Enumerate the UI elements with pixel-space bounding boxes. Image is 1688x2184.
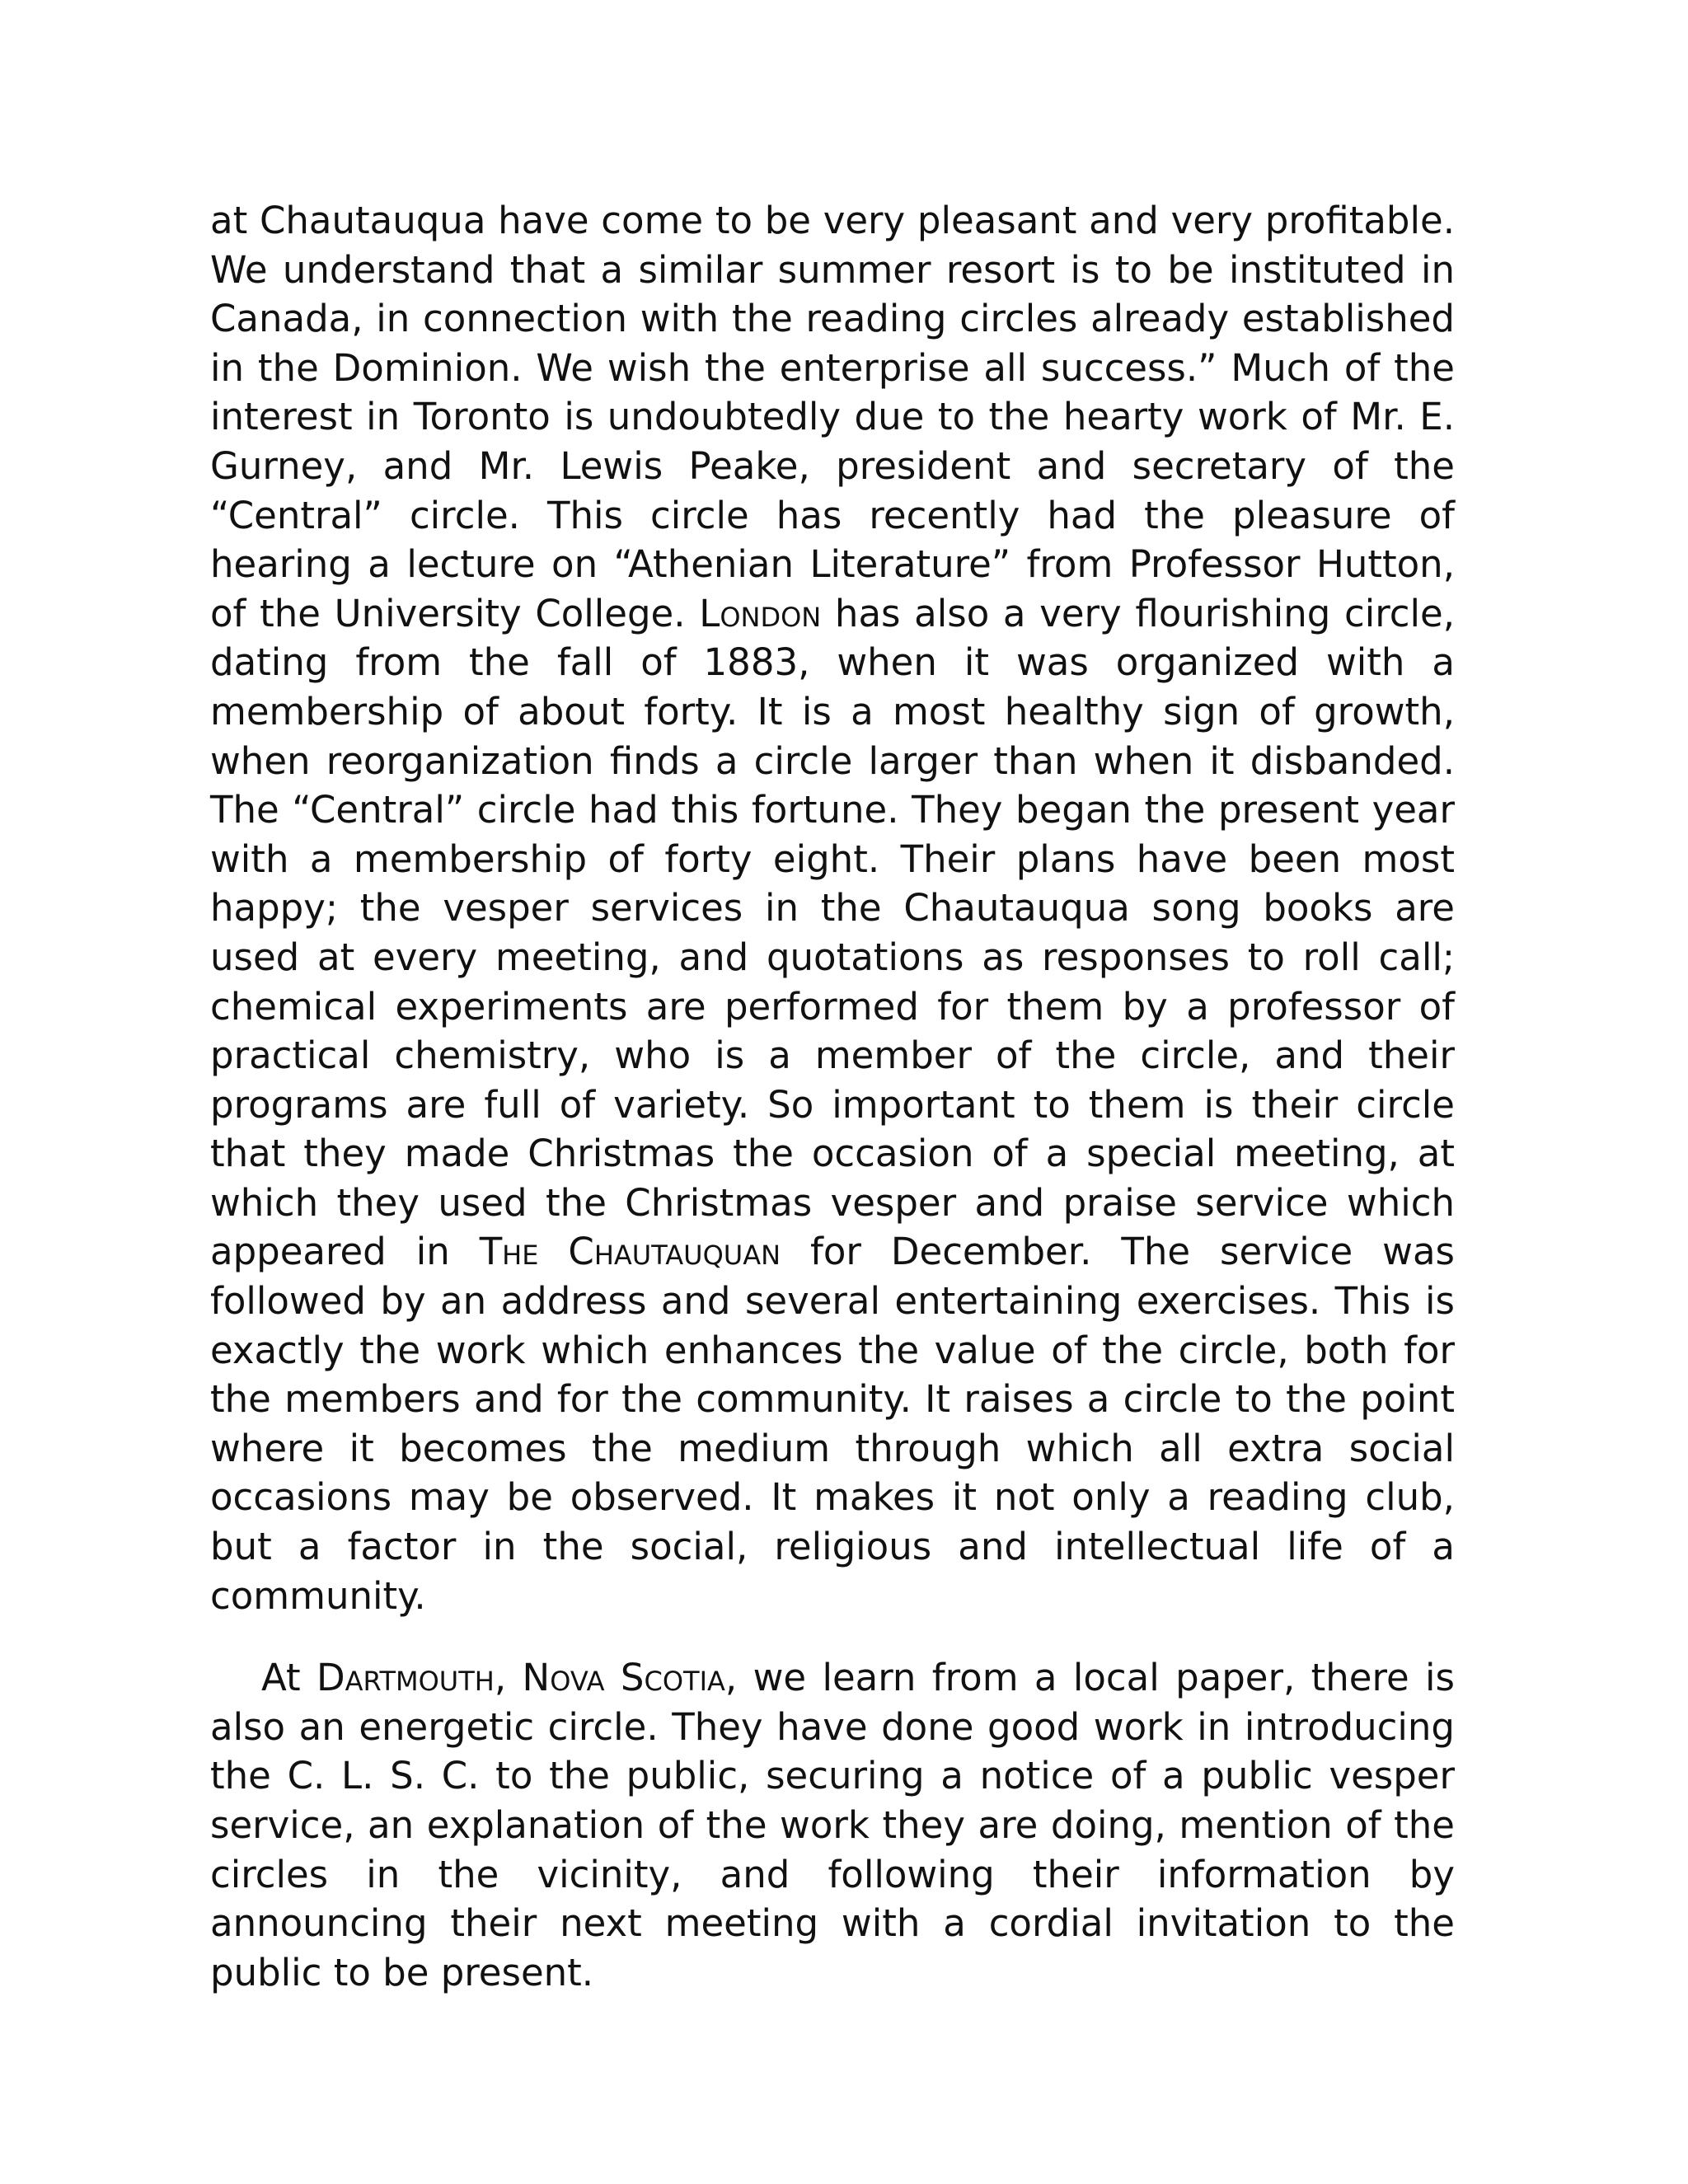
text-run: for December. The service was followed by an address and several entertaining exercises. This is exactly the work which enhances the value of the circle, both for the members and for the community. It raises a circle to the point where it becomes the medium through which all extra social occasions may be observed. It makes it not only a reading club, but a factor in the social, religious and intellectual life of a community. <box>210 1230 1455 1618</box>
text-run: At <box>261 1656 317 1700</box>
place-name-dartmouth: Dartmouth <box>316 1656 495 1700</box>
document-page <box>210 196 1455 1997</box>
paragraph-dartmouth <box>210 1653 1455 1997</box>
place-name-nova-scotia: Nova Scotia <box>522 1656 725 1700</box>
text-run: , we learn from a local paper, there is also an energetic circle. They have done good work in introducing the C. L. S. C. to the public, securing a notice of a public vesper service, an explanation of the work they are doing, mention of the circles in the vicinity, and following their information by announcing their next meeting with a cordial invitation to the public to be present. <box>210 1656 1456 1994</box>
text-run: , <box>494 1656 523 1700</box>
publication-title: The Chautauquan <box>479 1230 781 1274</box>
paragraph-toronto-london <box>210 196 1455 1620</box>
text-run: has also a very flourishing circle, dating from the fall of 1883, when it was organized with a membership of about forty. It is a most healthy sign of growth, when reorganization finds a circle larger than when it disbanded. The “Central” circle had this fortune. They began the present year with a membership of forty eight. Their plans have been most happy; the vesper services in the Chautauqua song books are used at every meeting, and quotations as responses to roll call; chemical experiments are performed for them by a professor of practical chemistry, who is a member of the circle, and their programs are full of variety. So important to them is their circle that they made Christmas the occasion of a special meeting, at which they used the Christmas vesper and praise service which appeared in <box>210 591 1456 1274</box>
text-run: at Chautauqua have come to be very pleasant and very profitable. We understand that a similar summer resort is to be instituted in Canada, in connection with the reading circles already established in the Dominion. We wish the enterprise all success.” Much of the interest in Toronto is undoubtedly due to the hearty work of Mr. E. Gurney, and Mr. Lewis Peake, president and secretary of the “Central” circle. This circle has recently had the pleasure of hearing a lecture on “Athenian Literature” from Professor Hutton, of the University College. <box>210 199 1455 635</box>
place-name-london: London <box>699 591 822 635</box>
